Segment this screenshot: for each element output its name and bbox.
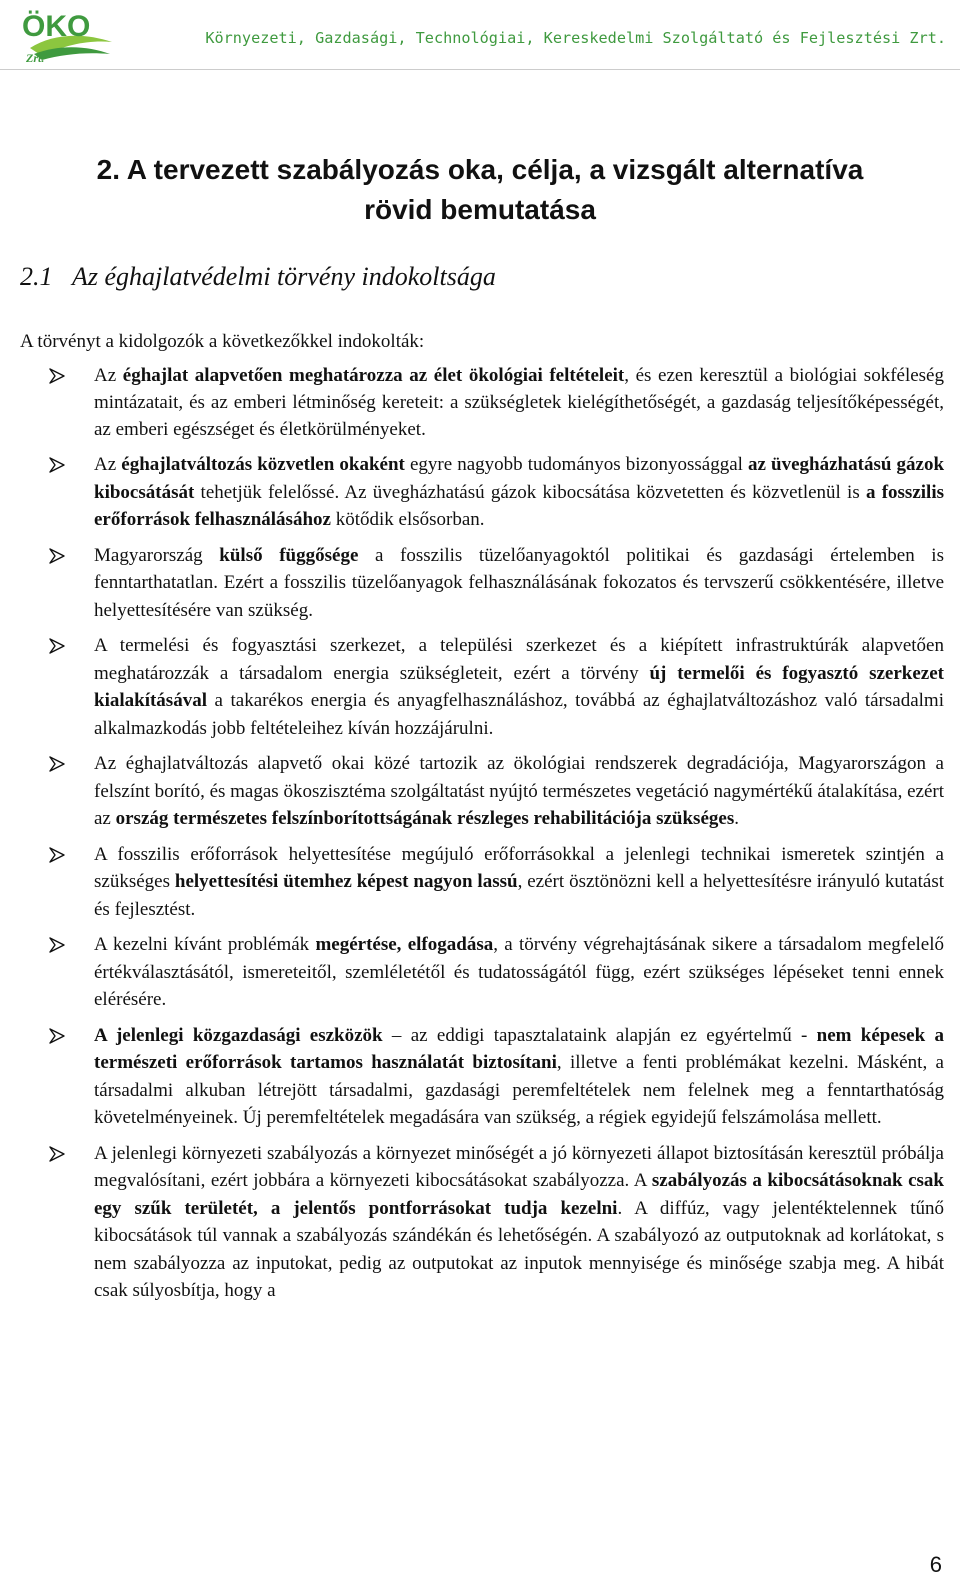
svg-text:Zrt.: Zrt. bbox=[26, 51, 45, 65]
list-item bbox=[48, 750, 944, 833]
list-item-text bbox=[94, 750, 944, 833]
subsection-heading bbox=[20, 262, 496, 292]
emphasis-text: A jelenlegi közgazdasági eszközök bbox=[94, 1024, 383, 1046]
arrow-bullet-icon bbox=[48, 362, 68, 388]
text-run: . bbox=[734, 808, 739, 829]
intro-paragraph: A törvényt a kidolgozók a következőkkel indokolták: bbox=[20, 331, 425, 352]
header-divider bbox=[0, 69, 960, 70]
emphasis-text: nem képesek a természeti erőforrások tartamos használatát biztosítani bbox=[94, 1024, 944, 1073]
list-item-text bbox=[94, 632, 944, 742]
list-item bbox=[48, 632, 944, 742]
list-item-text bbox=[94, 362, 944, 443]
text-run: tehetjük felelőssé. Az üvegházhatású gázok kibocsátása közvetetten és közvetlenül is bbox=[194, 481, 866, 503]
page-header bbox=[0, 0, 960, 72]
company-name: Környezeti, Gazdasági, Technológiai, Kereskedelmi Szolgáltató és Fejlesztési Zrt. bbox=[205, 29, 946, 47]
arrow-bullet-icon bbox=[48, 542, 68, 568]
list-item bbox=[48, 1140, 944, 1305]
arrow-bullet-icon bbox=[48, 632, 68, 658]
emphasis-text: szabályozás a kibocsátásoknak csak egy szűk területét, a jelentős pontforrásokat tudja kezelni bbox=[94, 1170, 944, 1219]
emphasis-text: külső függősége bbox=[219, 544, 359, 566]
section-heading bbox=[40, 150, 920, 230]
text-run: Az bbox=[94, 454, 122, 475]
list-item-text bbox=[94, 1140, 944, 1305]
text-run: , a törvény végrehajtásának sikere a társadalom megfelelő értékválasztásától, ismereteitől, szemléletétől és tudatosságától függ, ezért szükséges lépéseket tenni ennek elérésére. bbox=[94, 934, 944, 1010]
arrow-bullet-icon bbox=[48, 1140, 68, 1166]
list-item-text bbox=[94, 451, 944, 534]
arrow-bullet-icon bbox=[48, 841, 68, 867]
subsection-title: Az éghajlatvédelmi törvény indokoltsága bbox=[72, 262, 496, 291]
svg-text:ÖKO: ÖKO bbox=[22, 10, 91, 43]
text-run: a takarékos energia és anyagfelhasználáshoz, továbbá az éghajlatváltozáshoz való társadalmi alkalmazkodás jobb feltételeihez kíván hozzájárulni. bbox=[94, 690, 944, 739]
text-run: Az bbox=[94, 365, 123, 386]
oko-logo bbox=[12, 4, 122, 66]
emphasis-text: éghajlat alapvetően meghatározza az élet ökológiai feltételeit bbox=[122, 365, 625, 386]
text-run: Magyarország bbox=[94, 544, 220, 566]
arrow-bullet-icon bbox=[48, 451, 68, 477]
text-run: egyre nagyobb tudományos bizonyossággal bbox=[404, 454, 749, 475]
list-item-text bbox=[94, 931, 944, 1014]
list-item bbox=[48, 931, 944, 1014]
emphasis-text: ország természetes felszínborítottságának részleges rehabilitációja szükséges bbox=[115, 808, 735, 829]
list-item bbox=[48, 1022, 944, 1132]
emphasis-text: új termelői és fogyasztó szerkezet kialakításával bbox=[94, 662, 944, 711]
list-item bbox=[48, 362, 944, 443]
text-run: kötődik elsősorban. bbox=[330, 509, 485, 530]
reasons-list bbox=[48, 362, 944, 1313]
text-run: , illetve a fenti problémákat kezelni. Másként, a társadalmi alkuban létrejött társadalmi, gazdasági peremfeltételek nem felelnek meg a fenntarthatóság követelményeinek. Új peremfeltételek megadására van szükség, a régiek egyidejű felszámolása mellett. bbox=[94, 1052, 944, 1128]
emphasis-text: az üvegházhatású gázok kibocsátását bbox=[94, 454, 945, 503]
text-run: a fosszilis tüzelőanyagoktól politikai és gazdasági értelemben is fenntarthatatlan. Ezért a fosszilis tüzelőanyagok felhasználásának fokozatos és tervszerű csökkentésére, illetve helyettesítésére van szükség. bbox=[94, 544, 944, 621]
list-item bbox=[48, 451, 944, 534]
list-item-text bbox=[94, 1022, 944, 1132]
emphasis-text: megértése, elfogadása bbox=[315, 934, 494, 955]
section-heading-line1: 2. A tervezett szabályozás oka, célja, a vizsgált alternatíva bbox=[96, 154, 864, 185]
text-run: , és ezen keresztül a biológiai sokféleség mintázatait, és az emberi létminőség kereteit: a szükségletek kielégíthetőségét, a gazdaság teljesítőképességét, az emberi egészséget és életkörülményeket. bbox=[94, 365, 944, 440]
list-item-text bbox=[94, 542, 944, 625]
list-item bbox=[48, 542, 944, 625]
section-heading-line2: rövid bemutatása bbox=[364, 194, 596, 225]
page-number: 6 bbox=[929, 1552, 942, 1577]
list-item-text bbox=[94, 841, 944, 924]
emphasis-text: a fosszilis erőforrások felhasználásához bbox=[94, 481, 944, 530]
arrow-bullet-icon bbox=[48, 931, 68, 957]
emphasis-text: helyettesítési ütemhez képest nagyon lassú bbox=[174, 871, 518, 892]
arrow-bullet-icon bbox=[48, 750, 68, 776]
text-run: – az eddigi tapasztalataink alapján ez egyértelmű - bbox=[382, 1024, 817, 1046]
text-run: Az éghajlatváltozás alapvető okai közé tartozik az ökológiai rendszerek degradációja, Magyarországon a felszínt borító, és magas ökoszisztéma szolgáltatást nyújtó természetes vegetáció nagymértékű átalakítása, ezért az bbox=[94, 753, 944, 829]
emphasis-text: éghajlatváltozás közvetlen okaként bbox=[121, 454, 405, 475]
arrow-bullet-icon bbox=[48, 1022, 68, 1048]
list-item bbox=[48, 841, 944, 924]
text-run: A kezelni kívánt problémák bbox=[94, 934, 316, 955]
text-run: A fosszilis erőforrások helyettesítése megújuló erőforrásokkal a jelenlegi technikai ismeretek szintjén a szükséges bbox=[94, 843, 944, 892]
text-run: , ezért ösztönözni kell a helyettesítésre irányuló kutatást és fejlesztést. bbox=[94, 871, 944, 920]
subsection-number: 2.1 bbox=[20, 262, 53, 291]
text-run: . A diffúz, vagy jelentéktelennek tűnő kibocsátások túl vannak a szabályozás szándékán és lehetőségén. A szabályozó az outputoknak ad korlátokat, s nem szabályozza az inputokat, pedig az outputokat az inputok mennyisége és minősége szabja meg. A hibát csak súlyosbítja, hogy a bbox=[94, 1197, 944, 1301]
text-run: A jelenlegi környezeti szabályozás a környezet minőségét a jó környezeti állapot biztosításán keresztül próbálja megvalósítani, ezért jobbára a környezeti kibocsátásokat szabályozza. A bbox=[94, 1142, 944, 1191]
text-run: A termelési és fogyasztási szerkezet, a települési szerkezet és a kiépített infrastruktúrák alapvetően meghatározzák a társadalom energia szükségleteit, ezért a törvény bbox=[94, 635, 944, 684]
